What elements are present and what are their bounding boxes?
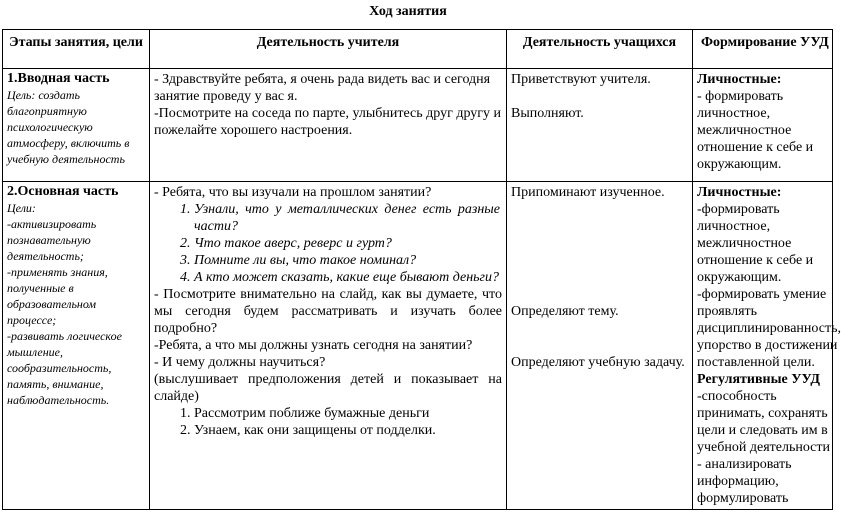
uud-line: учебной деятельности: [697, 440, 831, 455]
lesson-table: [2, 29, 841, 510]
teacher-text: - Ребята, что вы изучали на прошлом занятии?: [154, 185, 432, 200]
uud-line: личностное,: [697, 219, 771, 234]
uud-line: личностное,: [697, 106, 771, 121]
teacher-text: -Ребята, а что мы должны узнать сегодня на занятии?: [154, 338, 473, 353]
stage-goal: Цель: создать благоприятную психологическую атмосферу, включить в учебную деятельность: [7, 88, 130, 166]
list-item: 1. Рассмотрим поближе бумажные деньги: [194, 405, 502, 422]
student-text: Припоминают изученное.: [511, 185, 665, 200]
list-item: 2. Что такое аверс, реверс и гурт?: [194, 235, 502, 252]
stage-goal-line: -применять знания, полученные в образовательном процессе;: [7, 265, 108, 327]
student-text: Определяют тему.: [511, 304, 619, 319]
student-text: Определяют учебную задачу.: [511, 355, 685, 370]
uud-heading: Личностные:: [697, 185, 782, 200]
header-teacher: Деятельность учителя: [150, 30, 507, 69]
uud-heading: Личностные:: [697, 72, 782, 87]
uud-line: - анализировать: [697, 457, 792, 472]
student-text: Приветствуют учителя.: [511, 72, 651, 87]
stage-cell-main: [3, 182, 150, 510]
students-cell-main: [507, 182, 693, 510]
uud-line: межличностное: [697, 236, 792, 251]
uud-line: принимать, сохранять: [697, 406, 828, 421]
uud-line: упорство в достижении: [697, 338, 838, 353]
uud-line: дисциплинированность,: [697, 321, 841, 336]
uud-line: -формировать: [697, 202, 780, 217]
teacher-text: - Здравствуйте ребята, я очень рада видеть вас и сегодня занятие проведу у вас я.: [154, 72, 491, 104]
stage-goal-line: -развивать логическое мышление, сообразительность, память, внимание, наблюдательность.: [7, 329, 122, 407]
teacher-text: - Посмотрите внимательно на слайд, как вы думаете, что мы сегодня будем рассматривать и изучать более подробно?: [154, 287, 502, 336]
stage-title: 1.Вводная часть: [7, 71, 110, 86]
student-text: Выполняют.: [511, 106, 584, 121]
header-stages: Этапы занятия, цели: [3, 30, 150, 69]
list-item: 1. Узнали, что у металлических денег есть разные части?: [194, 201, 502, 235]
teacher-text: -Посмотрите на соседа по парте, улыбнитесь друг другу и пожелайте хорошего настроения.: [154, 106, 502, 138]
stage-cell-intro: [3, 69, 150, 182]
uud-line: межличностное: [697, 123, 792, 138]
teacher-text: - И чему должны научиться?: [154, 355, 326, 370]
students-cell-intro: [507, 69, 693, 182]
table-row-main: [3, 182, 833, 510]
uud-line: отношение к себе и: [697, 253, 814, 268]
uud-line: поставленной цели.: [697, 355, 815, 370]
stage-title: 2.Основная часть: [7, 184, 119, 199]
uud-line: -формировать умение: [697, 287, 827, 302]
uud-line: - формировать: [697, 89, 784, 104]
uud-cell-intro: [693, 69, 833, 182]
teacher-cell-main: [150, 182, 507, 510]
list-item: 2. Узнаем, как они защищены от подделки.: [194, 422, 502, 439]
uud-line: окружающим.: [697, 270, 782, 285]
uud-line: информацию,: [697, 474, 779, 489]
list-item: 3. Помните ли вы, что такое номинал?: [194, 252, 502, 269]
stage-goal-line: -активизировать познавательную деятельность;: [7, 217, 97, 263]
header-students: Деятельность учащихся: [507, 30, 693, 69]
teacher-cell-intro: [150, 69, 507, 182]
uud-line: проявлять: [697, 304, 758, 319]
steps-list: [154, 405, 502, 439]
header-row: [3, 30, 833, 69]
list-item: 4. А кто может сказать, какие еще бывают деньги?: [194, 269, 502, 286]
lesson-title: Ход занятия: [369, 4, 447, 19]
uud-cell-main: [693, 182, 841, 510]
uud-line: цели и следовать им в: [697, 423, 828, 438]
uud-line: окружающим.: [697, 157, 782, 172]
uud-line: формулировать: [697, 491, 789, 506]
teacher-text: (выслушивает предположения детей и показывает на слайде): [154, 372, 502, 404]
stage-goal-line: Цели:: [7, 201, 36, 215]
question-list: [154, 201, 502, 286]
table-row-intro: [3, 69, 833, 182]
uud-line: отношение к себе и: [697, 140, 814, 155]
uud-line: -способность: [697, 389, 777, 404]
header-uud: Формирование УУД: [693, 30, 833, 69]
uud-heading: Регулятивные УУД: [697, 372, 820, 387]
